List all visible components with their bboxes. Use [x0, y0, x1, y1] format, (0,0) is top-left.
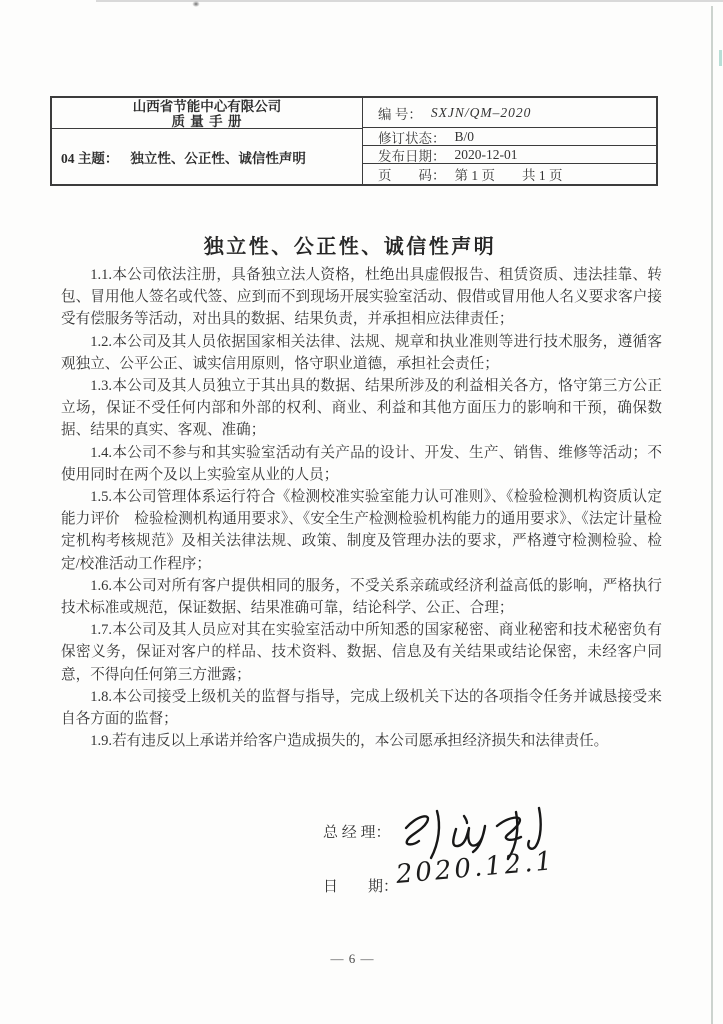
- header-left-column: [52, 98, 363, 184]
- declaration-paragraph: 1.3.本公司及其人员独立于其出具的数据、结果所涉及的利益相关各方，恪守第三方公正立场，保证不受任何内部和外部的权利、商业、利益和其他方面压力的影响和干预，确保数据、结果的真实、客观、准确；: [61, 378, 662, 439]
- header-right-column: [363, 98, 656, 184]
- declaration-paragraph: 1.7.本公司及其人员应对其在实验室活动中所知悉的国家秘密、商业秘密和技术秘密负有保密义务，保证对客户的样品、技术资料、数据、信息及有关结果或结论保密，未经客户同意，不得向任何第三方泄露；: [61, 622, 662, 683]
- scan-right-edge-line: [711, 6, 713, 1024]
- declaration-paragraph: 1.9.若有违反以上承诺并给客户造成损失的，本公司愿承担经济损失和法律责任。: [90, 733, 609, 750]
- page-code-row: [363, 164, 656, 184]
- declaration-paragraph: 1.6.本公司对所有客户提供相同的服务，不受关系亲疏或经济利益高低的影响，严格执行技术标准或规范，保证数据、结果准确可靠，结论科学、公正、合理；: [61, 577, 662, 617]
- scan-teal-mark: [719, 50, 722, 66]
- page-code-value: 第 1 页 共 1 页: [454, 168, 563, 183]
- declaration-body: [61, 264, 662, 752]
- company-name: 山西省节能中心有限公司: [132, 99, 282, 114]
- doc-number-row: [363, 98, 656, 128]
- manual-title: 质 量 手 册: [171, 114, 243, 129]
- general-manager-name: [0, 0, 1, 1]
- company-title-cell: [52, 98, 362, 129]
- revision-label: 修订状态：: [378, 130, 446, 146]
- subject-text: 独立性、公正性、诚信性声明: [130, 150, 306, 166]
- subject-label: 04 主题：: [61, 150, 119, 166]
- general-manager-label: 总 经 理：: [323, 825, 391, 841]
- date-label: 日 期：: [323, 879, 399, 895]
- revision-row: [363, 128, 656, 146]
- declaration-paragraph: 1.5.本公司管理体系运行符合《检测校准实验室能力认可准则》、《检验检测机构资质认定能力评价 检验检测机构通用要求》、《安全生产检测检验机构能力的通用要求》、《法定计量检定机构考核规范》及相关法律法规、政策、制度及管理办法的要求，严格遵守检测检验、检定/校准活动工作程序；: [61, 489, 662, 572]
- issue-date-value: 2020-12-01: [454, 146, 518, 162]
- page-title: 独立性、公正性、诚信性声明: [203, 236, 497, 258]
- declaration-paragraph: 1.4.本公司不参与和其实验室活动有关产品的设计、开发、生产、销售、维修等活动；不使用同时在两个及以上实验室从业的人员；: [61, 444, 662, 483]
- footer-page-number: — 6 —: [330, 951, 375, 966]
- issue-date-row: [363, 146, 656, 164]
- doc-number-label: 编 号：: [378, 106, 422, 122]
- revision-value: B/0: [454, 128, 475, 144]
- declaration-paragraph: 1.1.本公司依法注册，具备独立法人资格，杜绝出具虚假报告、租赁资质、违法挂靠、转包、冒用他人签名或代签、应到而不到现场开展实验室活动、假借或冒用他人名义要求客户接受有偿服务等活动，对出具的数据、结果负责，并承担相应法律责任；: [61, 267, 662, 328]
- issue-date-label: 发布日期：: [378, 148, 446, 164]
- scan-speck: [191, 0, 201, 8]
- doc-number-value: SXJN/QM–2020: [430, 104, 532, 120]
- document-header-table: [50, 96, 658, 186]
- page-code-label: 页 码：: [378, 168, 446, 183]
- declaration-paragraph: 1.8.本公司接受上级机关的监督与指导，完成上级机关下达的各项指令任务并诚恳接受来自各方面的监督；: [61, 688, 662, 728]
- subject-cell: [52, 129, 362, 184]
- handwritten-date: 2020.12.1: [394, 846, 557, 890]
- declaration-paragraph: 1.2.本公司及其人员依据国家相关法律、法规、规章和执业准则等进行技术服务，遵循客观独立、公平公正、诚实信用原则，恪守职业道德，承担社会责任；: [61, 333, 662, 372]
